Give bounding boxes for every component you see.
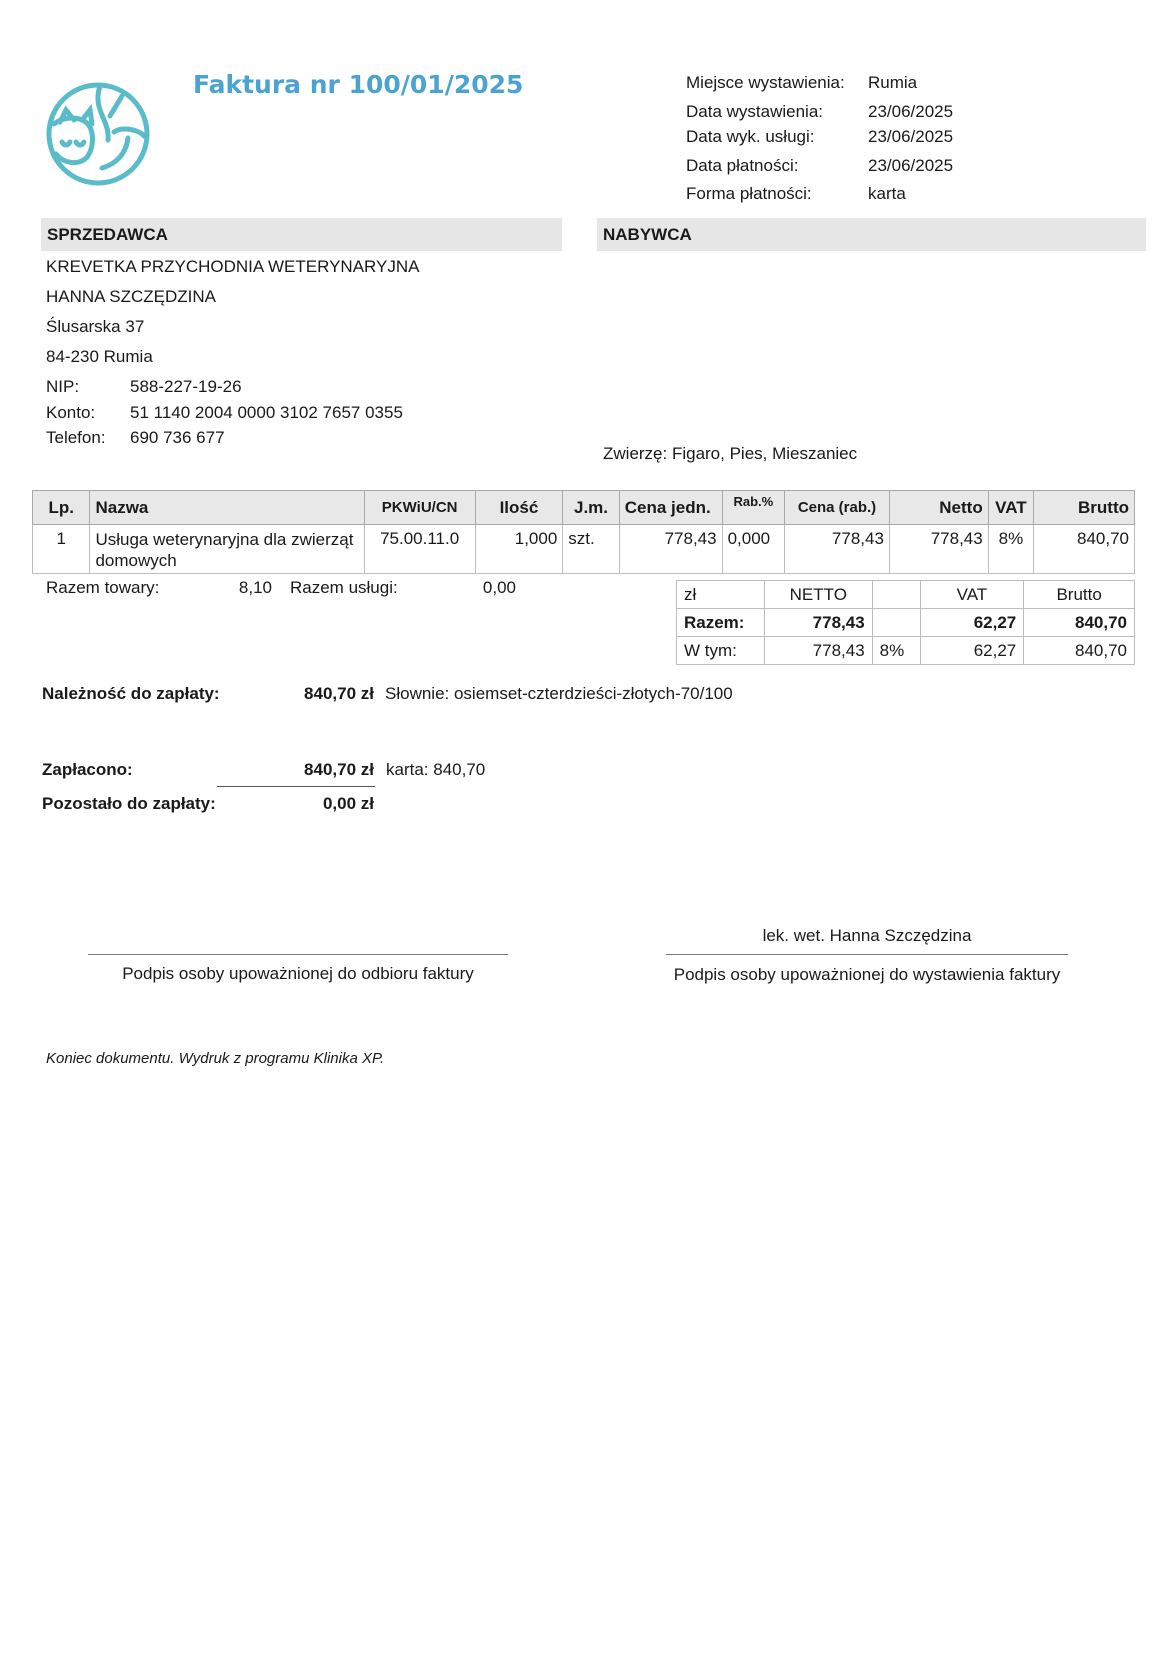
summary-incl-row <box>677 637 1135 665</box>
row-gross: 840,70 <box>1034 525 1135 574</box>
summary-incl-net: 778,43 <box>764 637 872 665</box>
items-table <box>32 490 1135 574</box>
seller-nip: 588-227-19-26 <box>130 377 242 396</box>
receiver-signature-caption: Podpis osoby upoważnionej do odbioru faktury <box>122 964 474 983</box>
row-discount: 0,000 <box>722 525 785 574</box>
row-name: Usługa weterynaryjna dla zwierząt domowych <box>90 525 364 574</box>
summary-total-vat: 62,27 <box>920 609 1024 637</box>
issuer-signature-caption: Podpis osoby upoważnionej do wystawienia faktury <box>673 965 1061 984</box>
col-unit: J.m. <box>563 491 619 525</box>
summary-total-label: Razem: <box>677 609 765 637</box>
row-net: 778,43 <box>889 525 988 574</box>
col-name: Nazwa <box>90 491 364 525</box>
amount-in-words: Słownie: osiemset-czterdzieści-złotych-70/100 <box>385 684 733 703</box>
summary-incl-rate: 8% <box>872 637 920 665</box>
meta-value-payment-method: karta <box>868 184 906 203</box>
summary-total-row <box>677 609 1135 637</box>
col-lp: Lp. <box>33 491 90 525</box>
summary-net-header: NETTO <box>764 581 872 609</box>
row-unit: szt. <box>563 525 619 574</box>
row-lp: 1 <box>33 525 90 574</box>
vat-summary-table <box>676 580 1135 665</box>
seller-phone: 690 736 677 <box>130 428 225 447</box>
col-discount: Rab.% <box>722 491 785 525</box>
summary-total-rate <box>872 609 920 637</box>
seller-account-label: Konto: <box>46 403 96 422</box>
summary-total-gross: 840,70 <box>1024 609 1135 637</box>
seller-name: KREVETKA PRZYCHODNIA WETERYNARYJNA <box>46 257 420 276</box>
items-header-row <box>33 491 1135 525</box>
paid-label: Zapłacono: <box>42 760 133 779</box>
paid-method: karta: 840,70 <box>386 760 486 779</box>
amount-due-label: Należność do zapłaty: <box>42 684 220 703</box>
summary-incl-label: W tym: <box>677 637 765 665</box>
col-price: Cena jedn. <box>619 491 722 525</box>
meta-value-payment-date: 23/06/2025 <box>868 156 954 175</box>
meta-label-issue-date: Data wystawienia: <box>686 102 824 121</box>
meta-value-service-date: 23/06/2025 <box>868 127 954 146</box>
receiver-signature-line <box>88 954 508 955</box>
col-vat: VAT <box>988 491 1033 525</box>
seller-nip-label: NIP: <box>46 377 80 396</box>
buyer-heading: NABYWCA <box>597 218 1146 251</box>
meta-label-payment-date: Data płatności: <box>686 156 799 175</box>
row-qty: 1,000 <box>475 525 563 574</box>
row-price-disc: 778,43 <box>785 525 890 574</box>
meta-label-service-date: Data wyk. usługi: <box>686 127 815 146</box>
summary-total-net: 778,43 <box>764 609 872 637</box>
summary-header-row <box>677 581 1135 609</box>
seller-heading: SPRZEDAWCA <box>41 218 562 251</box>
goods-total-value: 8,10 <box>238 578 272 597</box>
issuer-name: lek. wet. Hanna Szczędzina <box>762 926 972 945</box>
row-price: 778,43 <box>619 525 722 574</box>
issuer-signature-line <box>666 954 1068 955</box>
col-qty: Ilość <box>475 491 563 525</box>
amount-due-value: 840,70 zł <box>304 684 374 703</box>
seller-account: 51 1140 2004 0000 3102 7657 0355 <box>130 403 403 422</box>
col-gross: Brutto <box>1034 491 1135 525</box>
row-pkwiu: 75.00.11.0 <box>364 525 475 574</box>
table-row <box>33 525 1135 574</box>
summary-currency: zł <box>677 581 765 609</box>
services-total-label: Razem usługi: <box>290 578 398 597</box>
col-pkwiu: PKWiU/CN <box>364 491 475 525</box>
summary-incl-gross: 840,70 <box>1024 637 1135 665</box>
meta-label-place: Miejsce wystawienia: <box>686 73 845 92</box>
buyer-animal: Zwierzę: Figaro, Pies, Mieszaniec <box>603 444 858 463</box>
goods-total-label: Razem towary: <box>46 578 160 597</box>
col-price-disc: Cena (rab.) <box>785 491 890 525</box>
footer-note: Koniec dokumentu. Wydruk z programu Klinika XP. <box>46 1050 385 1067</box>
clinic-logo <box>44 80 152 193</box>
services-total-value: 0,00 <box>482 578 516 597</box>
meta-value-place: Rumia <box>868 73 918 92</box>
remaining-value: 0,00 zł <box>322 794 374 813</box>
seller-city: 84-230 Rumia <box>46 347 153 366</box>
meta-value-issue-date: 23/06/2025 <box>868 102 954 121</box>
row-vat: 8% <box>988 525 1033 574</box>
col-net: Netto <box>889 491 988 525</box>
summary-incl-vat: 62,27 <box>920 637 1024 665</box>
seller-phone-label: Telefon: <box>46 428 106 447</box>
paid-divider <box>217 786 375 787</box>
seller-owner: HANNA SZCZĘDZINA <box>46 287 217 306</box>
meta-label-payment-method: Forma płatności: <box>686 184 812 203</box>
summary-gross-header: Brutto <box>1024 581 1135 609</box>
remaining-label: Pozostało do zapłaty: <box>42 794 216 813</box>
seller-street: Ślusarska 37 <box>46 317 145 336</box>
paid-value: 840,70 zł <box>304 760 374 779</box>
invoice-title: Faktura nr 100/01/2025 <box>193 70 524 99</box>
summary-empty <box>872 581 920 609</box>
summary-vat-header: VAT <box>920 581 1024 609</box>
